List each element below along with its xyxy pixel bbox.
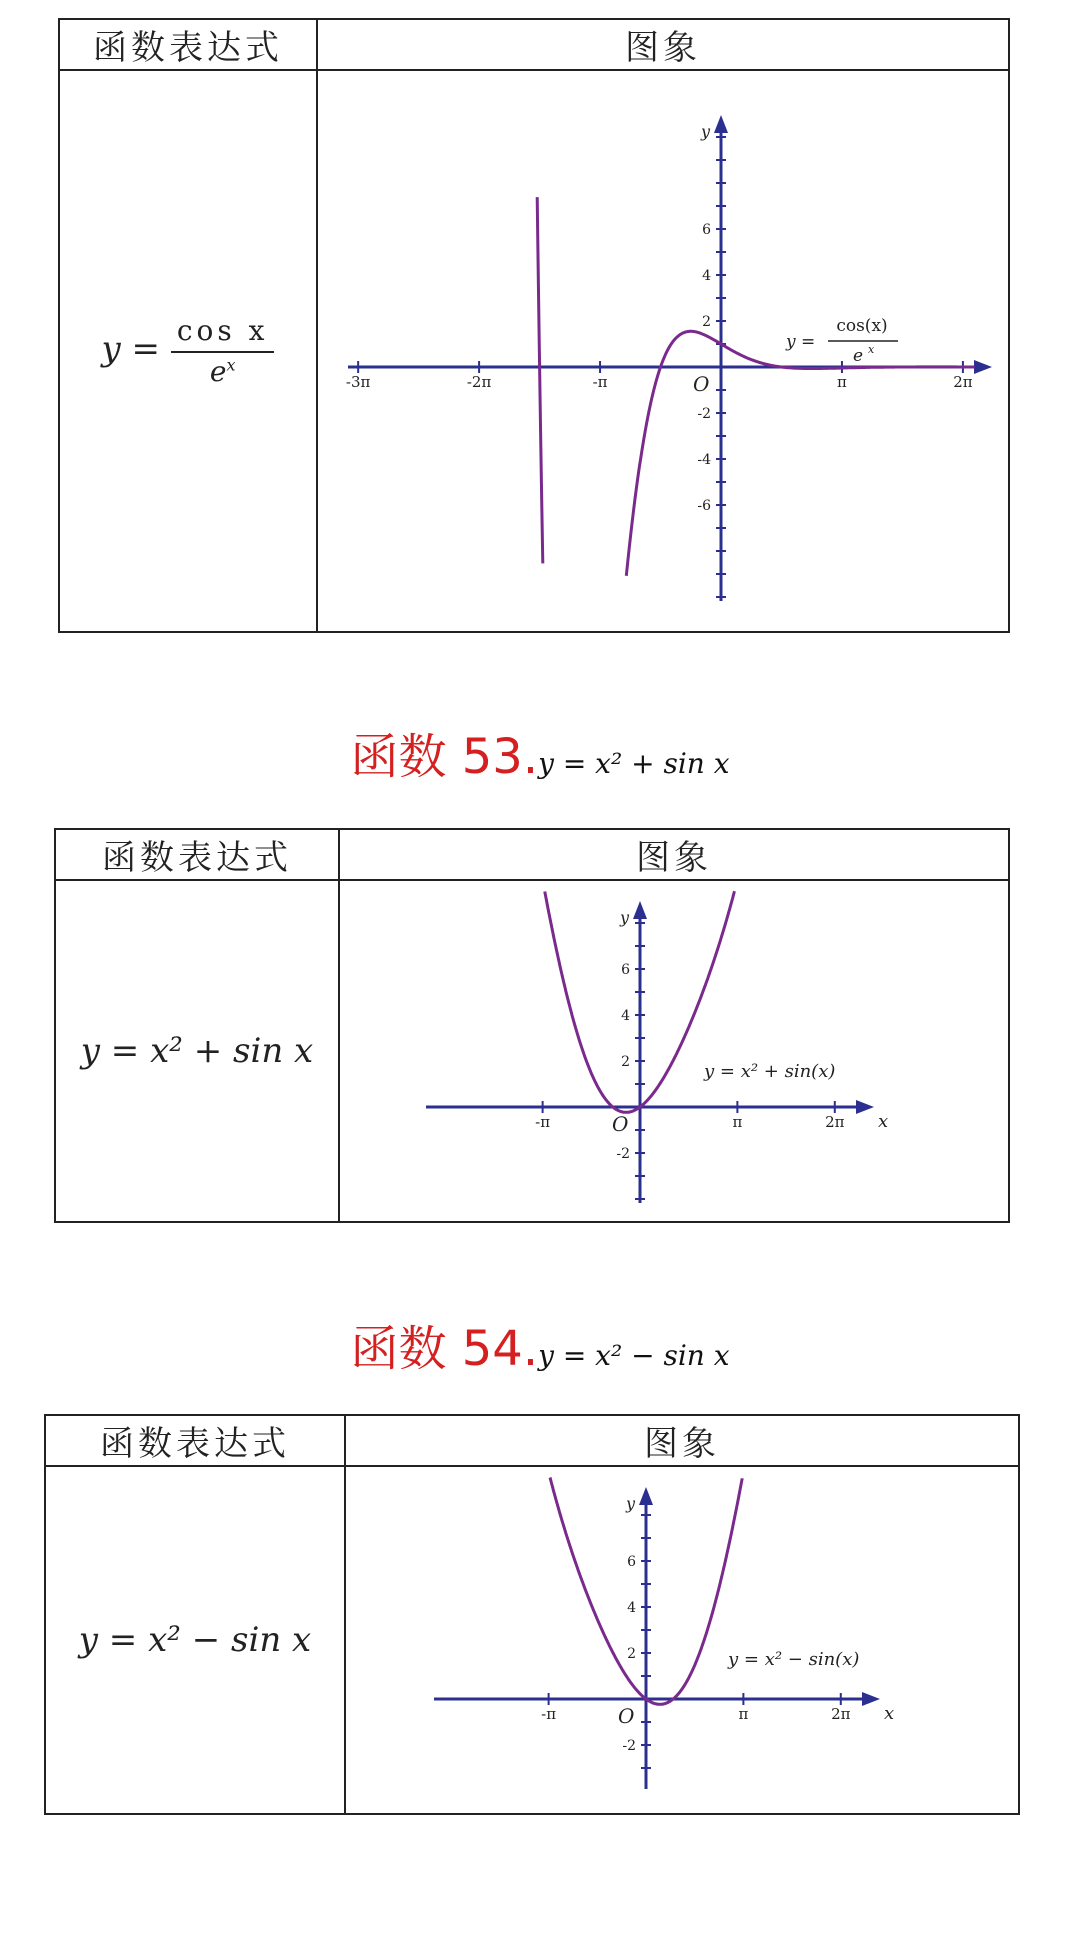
y-tick-label: 6 (627, 1554, 636, 1570)
y-axis-arrow (639, 1487, 653, 1505)
heading-number: 函数 54. (350, 1321, 539, 1377)
graph-x2-minus-sinx (346, 1467, 1018, 1813)
graph-cell (317, 70, 1009, 632)
heading-number: 函数 53. (350, 729, 539, 785)
x-axis-label: x (884, 1703, 895, 1724)
expression-header: 函数表达式 (59, 19, 317, 70)
curve-label: y = x² + sin(x) (704, 1061, 836, 1082)
graph-header: 图象 (339, 829, 1009, 880)
formula-numerator: cos x (171, 314, 275, 353)
y-axis-label: y (620, 908, 630, 927)
x-axis-arrow (862, 1692, 880, 1706)
graph-cell (345, 1466, 1019, 1814)
x-tick-label: -π (541, 1705, 557, 1723)
x-tick-label: 2π (825, 1113, 845, 1131)
function-table-3 (44, 1414, 1020, 1815)
origin-label: O (612, 1112, 629, 1136)
y-tick-label: 4 (627, 1600, 636, 1616)
x-tick-label: -2π (466, 373, 492, 391)
x-tick-label: -π (535, 1113, 551, 1131)
graph-header: 图象 (345, 1415, 1019, 1466)
x-tick-label: π (738, 1705, 749, 1723)
graph-cell (339, 880, 1009, 1222)
x-tick-label: π (837, 373, 847, 391)
y-tick-label: 6 (621, 962, 630, 978)
curve-label-denominator: e (852, 346, 864, 366)
x-axis-arrow (856, 1100, 874, 1114)
curve-label-lhs: y = (786, 332, 816, 352)
y-tick-label: 2 (621, 1054, 630, 1070)
x-tick-label: -3π (345, 373, 371, 391)
denominator-base: e (209, 355, 227, 388)
function-table-1 (58, 18, 1010, 633)
y-tick-label: -2 (622, 1738, 636, 1754)
curve-label-numerator: cos(x) (836, 316, 888, 336)
y-tick-label: -6 (697, 498, 711, 514)
x-tick-label: 2π (831, 1705, 851, 1723)
y-axis-arrow (714, 115, 728, 133)
x-axis-arrow (974, 360, 992, 374)
expression-cell: y = x² − sin x (45, 1466, 345, 1814)
y-tick-label: 4 (702, 268, 711, 284)
y-tick-label: -2 (616, 1146, 630, 1162)
x-tick-label: 2π (953, 373, 973, 391)
formula-fraction (171, 314, 275, 388)
expression-cell (59, 70, 317, 632)
y-axis-label: y (626, 1494, 636, 1513)
formula-lhs: y = (101, 329, 161, 369)
origin-label: O (618, 1704, 635, 1728)
y-tick-label: 4 (621, 1008, 630, 1024)
y-tick-label: 2 (702, 314, 711, 330)
expression-header: 函数表达式 (55, 829, 339, 880)
origin-label: O (693, 372, 710, 396)
denominator-exponent: x (226, 355, 236, 375)
y-tick-label: 2 (627, 1646, 636, 1662)
y-axis-arrow (633, 901, 647, 919)
graph-cos-over-exp (318, 71, 1008, 631)
formula-denominator (171, 353, 275, 388)
y-axis-label: y (701, 122, 711, 141)
function-table-2 (54, 828, 1010, 1223)
expression-cell: y = x² + sin x (55, 880, 339, 1222)
y-tick-label: 6 (702, 222, 711, 238)
curve-label (785, 316, 898, 366)
x-axis-label: x (878, 1111, 889, 1132)
graph-header: 图象 (317, 19, 1009, 70)
function-54-heading (0, 1310, 1080, 1379)
expression-header: 函数表达式 (45, 1415, 345, 1466)
curve-label-exponent: x (868, 343, 875, 356)
curve-label: y = x² − sin(x) (728, 1649, 860, 1670)
heading-formula: y = x² − sin x (538, 1339, 730, 1372)
graph-x2-plus-sinx (340, 881, 1008, 1221)
heading-formula: y = x² + sin x (538, 747, 730, 780)
y-tick-label: -2 (697, 406, 711, 422)
x-tick-label: -π (592, 373, 608, 391)
x-tick-label: π (732, 1113, 743, 1131)
function-53-heading (0, 718, 1080, 787)
y-tick-label: -4 (697, 452, 711, 468)
